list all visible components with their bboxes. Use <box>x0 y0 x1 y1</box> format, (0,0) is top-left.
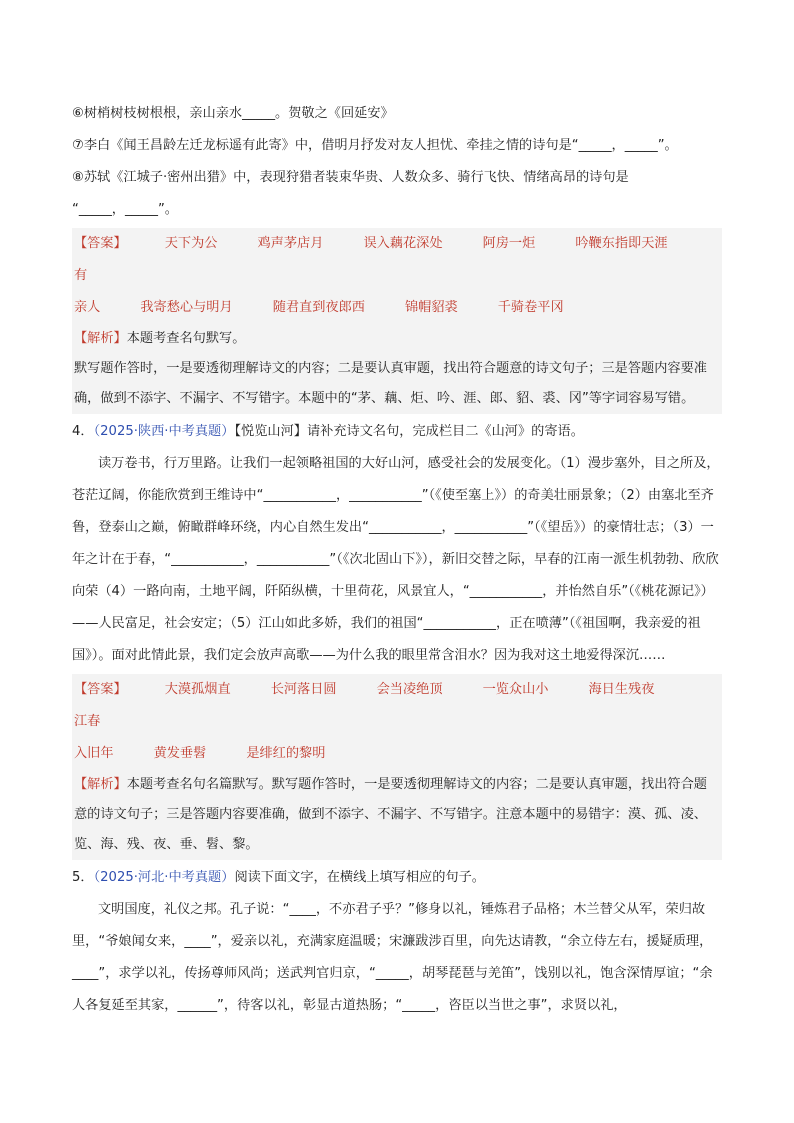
answer-item: 千骑卷平冈 <box>497 300 564 315</box>
question-source: （2025·陕西·中考真题） <box>93 424 235 439</box>
answer-item: 长河落日圆 <box>270 682 337 697</box>
answer-item: 有 <box>74 268 88 283</box>
answer-item: 阿房一炬 <box>482 236 536 251</box>
answer-item: 锦帽貂裘 <box>405 300 458 315</box>
answer-item: 我寄愁心与明月 <box>140 300 233 315</box>
answer-row-2 <box>74 292 720 324</box>
question-4-heading <box>72 416 722 448</box>
answer-item: 一览众山小 <box>482 682 549 697</box>
question-line-8a: ⑧苏轼《江城子·密州出猎》中，表现狩猎者装束华贵、人数众多、骑行飞快、情绪高昂的诗句是 <box>72 170 629 185</box>
explanation-text: 本题考查名句名篇默写。默写题作答时，一是要透彻理解诗文的内容；二是要认真审题，找出符合题意的诗文句子；三是答题内容要准确，做到不添字、不漏字、不写错字。注意本题中的易错字：漠、孤、凌、览、海、残、夜、垂、髫、黎。 <box>74 777 707 852</box>
answer-item: 黄发垂髫 <box>153 746 207 761</box>
question-4-passage: 读万卷书，行万里路。让我们一起领略祖国的大好山河，感受社会的发展变化。（1）漫步塞外，目之所及，苍茫辽阔，你能欣赏到王维诗中“___________，___________”（《使至塞上》）的奇美壮丽景象；（2）由塞北至齐鲁，登泰山之巅，俯瞰群峰环绕，内心自然生发出“___________，___________”（《望岳》）的豪情壮志；（3）一年之计在于春，“___________，___________”（《次北固山下》），新旧交替之际，早春的江南一派生机勃勃、欣欣向荣（4）一路向南，土地平阔，阡陌纵横，十里荷花，风景宜人，“___________，并怡然自乐”（《桃花源记》）——人民富足，社会安定；（5）江山如此多娇，我们的祖国“___________，正在喷薄”（《祖国啊，我亲爱的祖国》）。面对此情此景，我们定会放声高歌——为什么我的眼里常含泪水？因为我对这土地爱得深沉…… <box>72 456 720 663</box>
answer-item: 江春 <box>74 714 101 729</box>
question-text: 阅读下面文字，在横线上填写相应的句子。 <box>234 870 485 885</box>
explanation-line <box>74 324 720 354</box>
answer-item: 海日生残夜 <box>588 682 655 697</box>
answer-item: 是绯红的黎明 <box>246 746 326 761</box>
question-5-heading <box>72 862 722 894</box>
answer-item: 会当凌绝顶 <box>376 682 443 697</box>
answer-item: 天下为公 <box>164 236 218 251</box>
explanation-tag: 【解析】 <box>74 331 127 346</box>
answer-item: 入旧年 <box>74 746 114 761</box>
question-number: 4． <box>72 424 94 439</box>
answer-tag: 【答案】 <box>74 682 127 697</box>
answer-row-1 <box>74 674 720 738</box>
question-line-7: ⑦李白《闻王昌龄左迁龙标遥有此寄》中，借明月抒发对友人担忧、牵挂之情的诗句是“_____，_____”。 <box>72 138 678 153</box>
question-line-8b: “_____，_____”。 <box>72 202 178 217</box>
explanation-text: 本题考查名句默写。 <box>126 331 246 346</box>
explanation-paragraph <box>74 770 720 860</box>
answer-tag: 【答案】 <box>74 236 127 251</box>
question-number: 5． <box>72 870 94 885</box>
explanation-tag: 【解析】 <box>74 777 127 792</box>
answer-item: 亲人 <box>74 300 101 315</box>
document-page <box>72 98 722 1022</box>
question-line-6: ⑥树梢树枝树根根，亲山亲水_____。贺敬之《回延安》 <box>72 106 394 121</box>
answer-row-2 <box>74 738 720 770</box>
question-text: 【悦览山河】请补充诗文名句，完成栏目二《山河》的寄语。 <box>234 424 584 439</box>
question-source: （2025·河北·中考真题） <box>93 870 235 885</box>
question-5-passage: 文明国度，礼仪之邦。孔子说：“____，不亦君子乎？”修身以礼，锤炼君子品格；木兰替父从军，荣归故里，“爷娘闻女来，____”，爱亲以礼，充满家庭温暖；宋濂跋涉百里，向先达请教，“余立侍左右，援疑质理，____”，求学以礼，传扬尊师风尚；送武判官归京，“_____，胡琴琵琶与羌笛”，饯别以礼，饱含深情厚谊；“余人各复延至其家，______”，待客以礼，彰显古道热肠；“_____，咨臣以当世之事”，求贤以礼， <box>72 902 713 1013</box>
answer-item: 误入藕花深处 <box>363 236 443 251</box>
answer-block-4 <box>72 674 722 860</box>
answer-item: 鸡声茅店月 <box>257 236 324 251</box>
answer-row-1 <box>74 228 720 292</box>
answer-item: 吟鞭东指即天涯 <box>575 236 668 251</box>
explanation-paragraph: 默写题作答时，一是要透彻理解诗文的内容；二是要认真审题，找出符合题意的诗文句子；三是答题内容要准确，做到不添字、不漏字、不写错字。本题中的“茅、藕、炬、吟、涯、郎、貂、裘、冈”等字词容易写错。 <box>74 361 707 406</box>
answer-item: 大漠孤烟直 <box>164 682 231 697</box>
answer-item: 随君直到夜郎西 <box>272 300 365 315</box>
answer-block-3 <box>72 228 722 414</box>
